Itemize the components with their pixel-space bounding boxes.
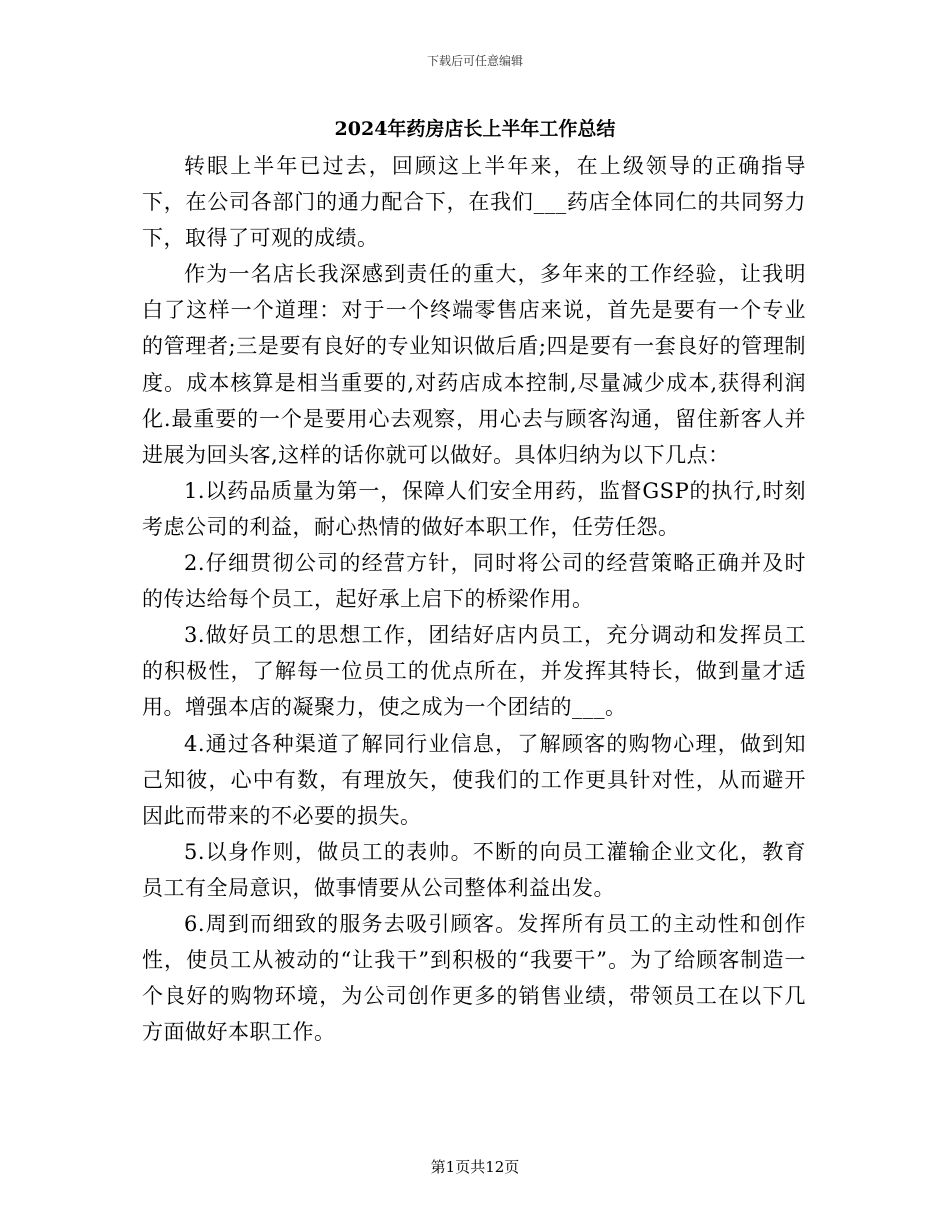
document-body xyxy=(142,148,806,1050)
paragraph-point-6: 6.周到而细致的服务去吸引顾客。发挥所有员工的主动性和创作性，使员工从被动的“让我干”到积极的“我要干”。为了给顾客制造一个良好的购物环境，为公司创作更多的销售业绩，带领员工在以下几方面做好本职工作。 xyxy=(142,911,806,1045)
paragraph-intro: 转眼上半年已过去，回顾这上半年来，在上级领导的正确指导下，在公司各部门的通力配合下，在我们___药店全体同仁的共同努力下，取得了可观的成绩。 xyxy=(142,154,806,251)
paragraph-point-3: 3.做好员工的思想工作，团结好店内员工，充分调动和发挥员工的积极性，了解每一位员工的优点所在，并发挥其特长，做到量才适用。增强本店的凝聚力，使之成为一个团结的___。 xyxy=(142,623,806,720)
page-header-note: 下载后可任意编辑 xyxy=(426,54,523,68)
paragraph-experience: 作为一名店长我深感到责任的重大，多年来的工作经验，让我明白了这样一个道理：对于一个终端零售店来说，首先是要有一个专业的管理者;三是要有良好的专业知识做后盾;四是要有一套良好的管理制度。成本核算是相当重要的,对药店成本控制,尽量减少成本,获得利润化.最重要的一个是要用心去观察，用心去与顾客沟通，留住新客人并进展为回头客,这样的话你就可以做好。具体归纳为以下几点： xyxy=(142,262,806,467)
page-number: 第1页共12页 xyxy=(430,1158,520,1176)
paragraph-point-5: 5.以身作则，做员工的表帅。不断的向员工灌输企业文化，教育员工有全局意识，做事情要从公司整体利益出发。 xyxy=(142,839,806,900)
document-title: 2024年药房店长上半年工作总结 xyxy=(334,118,616,140)
paragraph-point-2: 2.仔细贯彻公司的经营方针，同时将公司的经营策略正确并及时的传达给每个员工，起好承上启下的桥梁作用。 xyxy=(142,551,806,612)
paragraph-point-1: 1.以药品质量为第一，保障人们安全用药，监督GSP的执行,时刻考虑公司的利益，耐心热情的做好本职工作，任劳任怨。 xyxy=(142,478,806,539)
paragraph-point-4: 4.通过各种渠道了解同行业信息，了解顾客的购物心理，做到知己知彼，心中有数，有理放矢，使我们的工作更具针对性，从而避开因此而带来的不必要的损失。 xyxy=(142,731,806,828)
